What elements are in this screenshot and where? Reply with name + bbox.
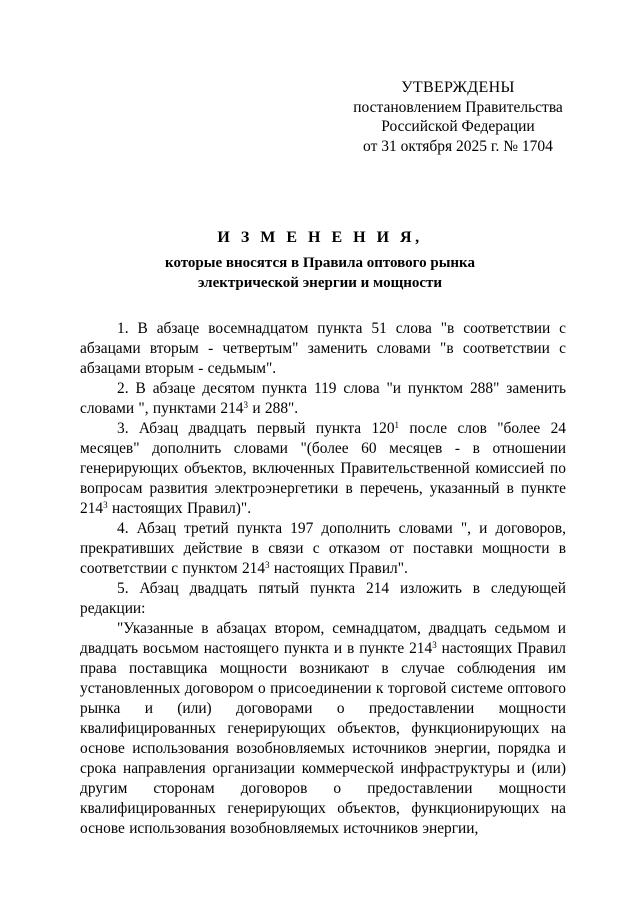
paragraph-text: настоящих Правил". <box>269 560 408 577</box>
document-heading <box>80 227 560 293</box>
paragraph-text: и 288". <box>248 400 299 417</box>
document-title: И З М Е Н Е Н И Я, <box>217 229 423 246</box>
superscript: 3 <box>432 640 437 650</box>
approval-block <box>340 78 576 156</box>
approval-line: Российской Федерации <box>381 118 535 135</box>
paragraph-text: настоящих Правил права поставщика мощности возникают в случае соблюдения им установленных договором о присоединении к торговой системе оптового рынка и (или) договорами о предоставлении мощности квалифицированных генерирующих объектов, функционирующих на основе использования возобновляемых источников энергии, порядка и срока направления организации коммерческой инфраструктуры и (или) другим сторонам договоров о предоставлении мощности квалифицированных генерирующих объектов, функционирующих на основе использования возобновляемых источников энергии, <box>80 640 566 837</box>
paragraph-text: настоящих Правил)". <box>107 500 252 517</box>
paragraph-text: 3. Абзац двадцать первый пункта 120 <box>117 420 395 437</box>
paragraph-text: 4. Абзац третий пункта 197 дополнить словами ", и договоров, прекративших действие в связи с отказом от поставки мощности в соответствии с пунктом 214 <box>80 520 566 577</box>
superscript: 3 <box>265 560 270 570</box>
paragraph-6 <box>80 619 566 839</box>
superscript: 1 <box>394 420 400 430</box>
approval-line: постановлением Правительства <box>353 98 563 116</box>
superscript: 3 <box>103 500 108 510</box>
document-subtitle <box>80 254 560 293</box>
paragraph-text: после слов "более 24 месяцев" дополнить словами "(более 60 месяцев - в отношении генерирующих объектов, включенных Правительственной комиссией по вопросам развития электроэнергетики в перечень, указанный в пункте 214 <box>80 420 566 517</box>
paragraph-1: 1. В абзаце восемнадцатом пункта 51 слова "в соответствии с абзацами вторым - четвертым" заменить словами "в соответствии с абзацами вторым - седьмым". <box>80 320 566 377</box>
paragraph-text: 2. В абзаце десятом пункта 119 слова "и пунктом 288" заменить словами ", пунктами 214 <box>80 380 566 417</box>
superscript: 3 <box>243 400 248 410</box>
document-body <box>80 319 566 839</box>
paragraph-2 <box>80 379 566 419</box>
paragraph-4 <box>80 519 566 579</box>
paragraph-text: "Указанные в абзацах втором, семнадцатом, двадцать седьмом и двадцать восьмом настоящего пункта и в пункте 214 <box>80 620 566 657</box>
approval-title: УТВЕРЖДЕНЫ <box>401 79 515 96</box>
subtitle-line: которые вносятся в Правила оптового рынка <box>165 255 475 271</box>
paragraph-5: 5. Абзац двадцать пятый пункта 214 изложить в следующей редакции: <box>80 580 566 617</box>
subtitle-line: электрической энергии и мощности <box>197 274 443 291</box>
paragraph-3 <box>80 419 566 519</box>
approval-date: от 31 октября 2025 г. № 1704 <box>363 137 553 155</box>
